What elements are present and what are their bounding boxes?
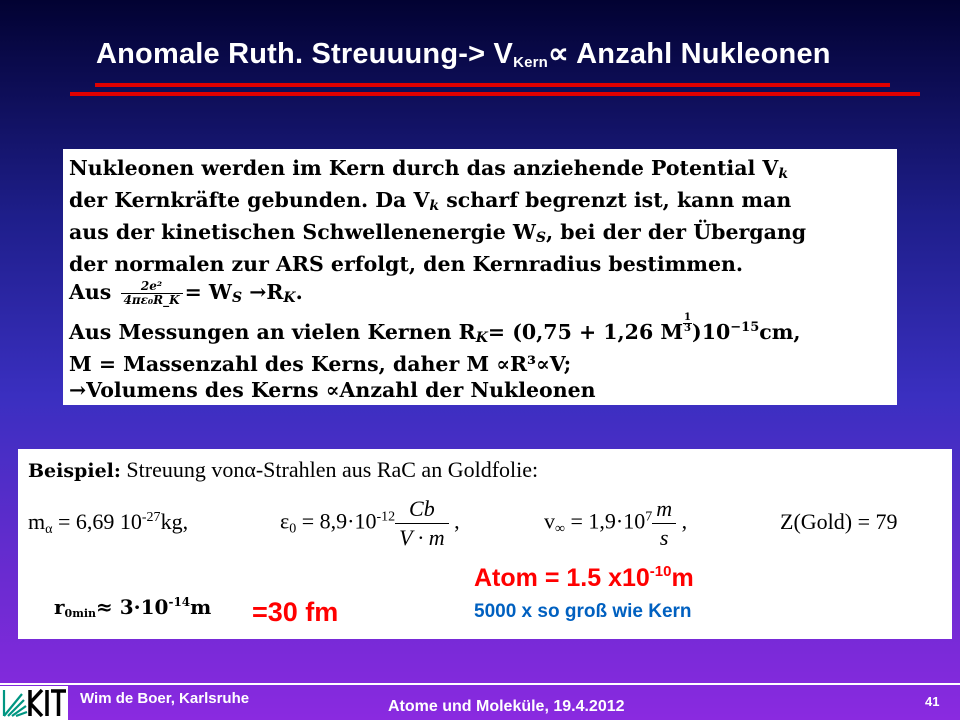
text-line: aus der kinetischen Schwellenenergie WS, bei der der Übergang [69,220,807,246]
kit-logo-icon [0,686,68,720]
size-comparison: 5000 x so groß wie Kern [474,601,692,622]
text-line: der Kernkräfte gebunden. Da Vk scharf begrenzt ist, kann man [69,188,792,214]
unit-fraction: $\frac{m}{s}$ [652,495,676,552]
formula-line: Aus $\frac{\text{2e²}}{\text{4πε₀R\_K}}$ = WS →RK. [69,279,303,307]
page-number: 41 [925,694,940,709]
footer-divider [0,683,960,685]
gold-charge: Z(Gold) = 79 [780,509,898,534]
example-heading: Beispiel: Streuung vonα-Strahlen aus RaC an Goldfolie: [28,457,539,482]
title-text-rest: Anzahl Nukleonen [568,38,831,70]
kit-logo [0,686,68,720]
epsilon-formula: $\varepsilon_0 = 8,9\cdot 10^{-12}$ $\frac{Cb}{V \cdot m}$ , [280,496,460,550]
lecture-footer: Atome und Moleküle, 19.4.2012 [388,698,625,715]
text-line: →Volumens des Kerns ∝Anzahl der Nukleonen [69,378,596,402]
formula-line: Aus Messungen an vielen Kernen RK= (0,75 + 1,26 M $\frac{1}{3}$ )$10^{-15}cm$, [69,312,801,346]
fraction: $\frac{\text{2e²}}{\text{4πε₀R\_K}}$ [121,280,183,307]
slide-title [96,36,831,71]
title-underline-top [95,83,890,87]
distance-fm: =30 fm [252,597,339,627]
author-footer: Wim de Boer, Karlsruhe [80,690,250,707]
min-distance-formula: $r_{0min}\approx 3\cdot 10^{-14}m$ [54,595,212,620]
alpha-mass-formula: $m_\alpha = 6,69$ $10^{-27}kg$, [28,509,189,537]
example-box [18,449,952,639]
exponent-fraction: $\frac{1}{3}$ [684,312,692,334]
text-line: der normalen zur ARS erfolgt, den Kernradius bestimmen. [69,252,744,276]
proportional-symbol: ∝ [548,38,569,70]
nucleon-explanation-box [63,149,897,405]
text-line: Nukleonen werden im Kern durch das anziehende Potential Vk [69,156,789,182]
text-line: M = Massenzahl des Kerns, daher M ∝R³∝V; [69,352,572,376]
title-underline-bottom [70,92,920,96]
title-subscript: Kern [513,54,549,71]
velocity-formula: $v_\infty = 1,9\cdot 10^7$ $\frac{m}{s}$ , [544,496,688,550]
atom-size: Atom = 1.5 $x10^{-10}m$ [474,563,694,592]
title-text: Anomale Ruth. Streuuung-> V [96,38,514,70]
unit-fraction: $\frac{Cb}{V \cdot m}$ [395,495,448,552]
